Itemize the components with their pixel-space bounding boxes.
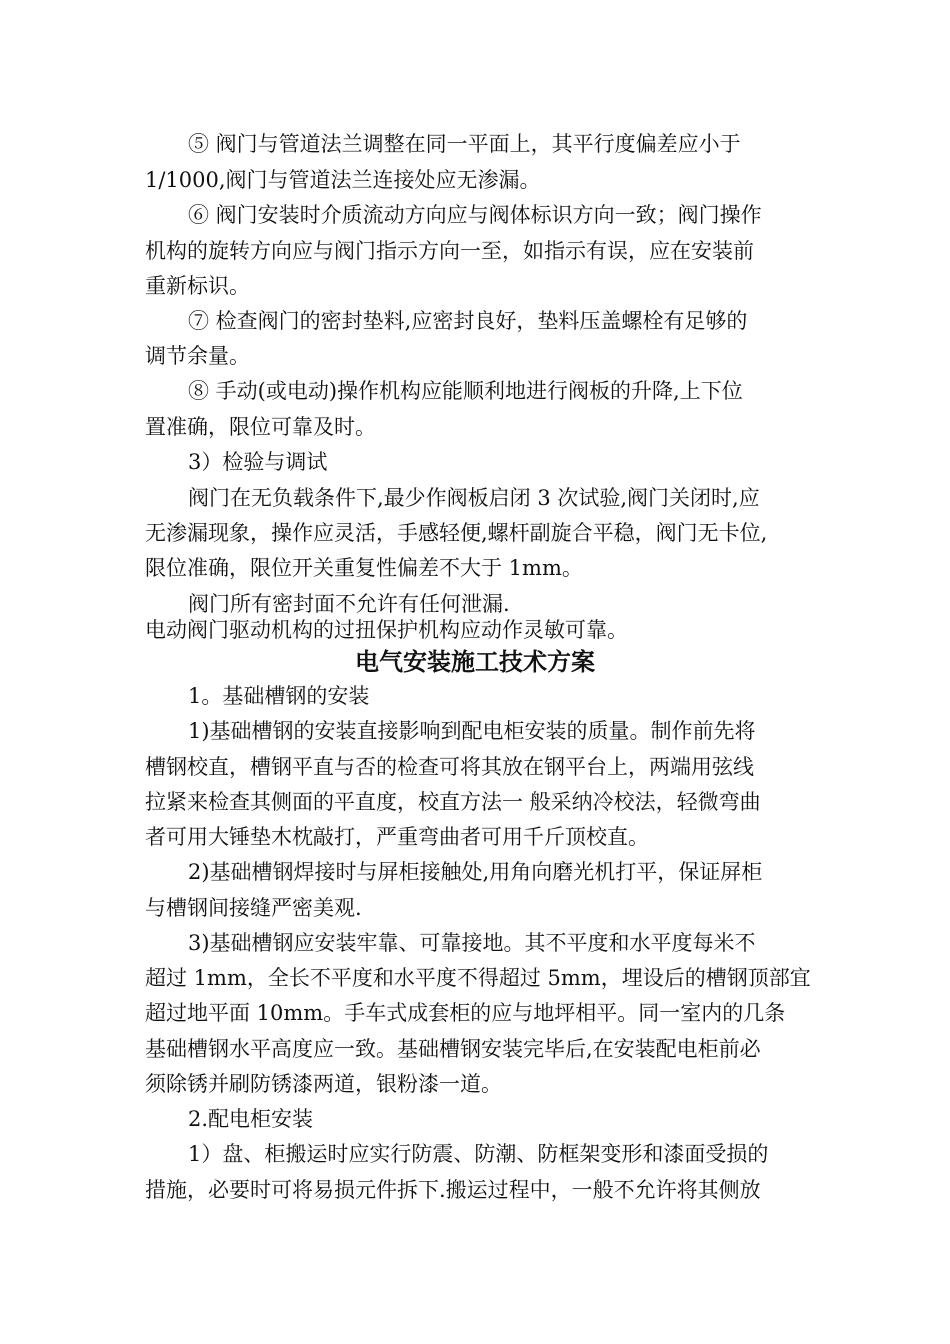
torque-line: 电动阀门驱动机构的过扭保护机构应动作灵敏可靠。	[145, 618, 628, 642]
valve-item8-line1: ⑧ 手动(或电动)操作机构应能顺利地进行阀板的升降,上下位	[188, 379, 743, 403]
seal-line: 阀门所有密封面不允许有任何泄漏.	[188, 592, 510, 616]
sub1-p2-line2: 与槽钢间接缝严密美观.	[145, 896, 362, 920]
section-title: 电气安装施工技术方案	[355, 648, 595, 676]
sub1-p3-line5: 须除锈并刷防锈漆两道，银粉漆一道。	[145, 1072, 502, 1096]
sub1-p1-line1: 1)基础槽钢的安装直接影响到配电柜安装的质量。制作前先将	[188, 719, 756, 743]
sub1-p3-line1: 3)基础槽钢应安装牢靠、可靠接地。其不平度和水平度每米不	[188, 931, 756, 955]
sub2-p1-line2: 措施，必要时可将易损元件拆下.搬运过程中，一般不允许将其侧放	[145, 1178, 761, 1202]
sub2-p1-line1: 1）盘、柜搬运时应实行防震、防潮、防框架变形和漆面受损的	[188, 1142, 769, 1166]
inspection-para-line3: 限位准确，限位开关重复性偏差不大于 1mm。	[145, 556, 583, 580]
sub2-heading: 2.配电柜安装	[188, 1107, 314, 1131]
valve-item7-line2: 调节余量。	[145, 344, 250, 368]
sub1-p2-line1: 2)基础槽钢焊接时与屏柜接触处,用角向磨光机打平，保证屏柜	[188, 860, 763, 884]
valve-item7-line1: ⑦ 检查阀门的密封垫料,应密封良好，垫料压盖螺栓有足够的	[188, 309, 748, 333]
sub1-p3-line3: 超过地平面 10mm。手车式成套柜的应与地坪相平。同一室内的几条	[145, 1001, 786, 1025]
valve-item6-line2: 机构的旋转方向应与阀门指示方向一至，如指示有误，应在安装前	[145, 239, 754, 263]
sub1-p1-line3: 拉紧来检查其侧面的平直度，校直方法一 般采纳冷校法，轻微弯曲	[145, 790, 761, 814]
valve-item8-line2: 置准确，限位可靠及时。	[145, 415, 376, 439]
inspection-heading: 3）检验与调试	[188, 450, 328, 474]
sub1-p3-line4: 基础槽钢水平高度应一致。基础槽钢安装完毕后,在安装配电柜前必	[145, 1037, 761, 1061]
valve-item6-line1: ⑥ 阀门安装时介质流动方向应与阀体标识方向一致；阀门操作	[188, 203, 762, 227]
inspection-para-line2: 无渗漏现象，操作应灵活，手感轻便,螺杆副旋合平稳，阀门无卡位,	[145, 521, 768, 545]
valve-item5-line2: 1/1000,阀门与管道法兰连接处应无渗漏。	[145, 168, 541, 192]
sub1-p1-line4: 者可用大锤垫木枕敲打，严重弯曲者可用千斤顶校直。	[145, 825, 649, 849]
sub1-p3-line2: 超过 1mm，全长不平度和水平度不得超过 5mm，埋设后的槽钢顶部宜	[145, 966, 811, 990]
inspection-para-line1: 阀门在无负载条件下,最少作阀板启闭 3 次试验,阀门关闭时,应	[188, 486, 760, 510]
valve-item5-line1: ⑤ 阀门与管道法兰调整在同一平面上，其平行度偏差应小于	[188, 132, 741, 156]
sub1-heading: 1。基础槽钢的安装	[188, 684, 370, 708]
valve-item6-line3: 重新标识。	[145, 274, 250, 298]
sub1-p1-line2: 槽钢校直，槽钢平直与否的检查可将其放在钢平台上，两端用弦线	[145, 755, 754, 779]
